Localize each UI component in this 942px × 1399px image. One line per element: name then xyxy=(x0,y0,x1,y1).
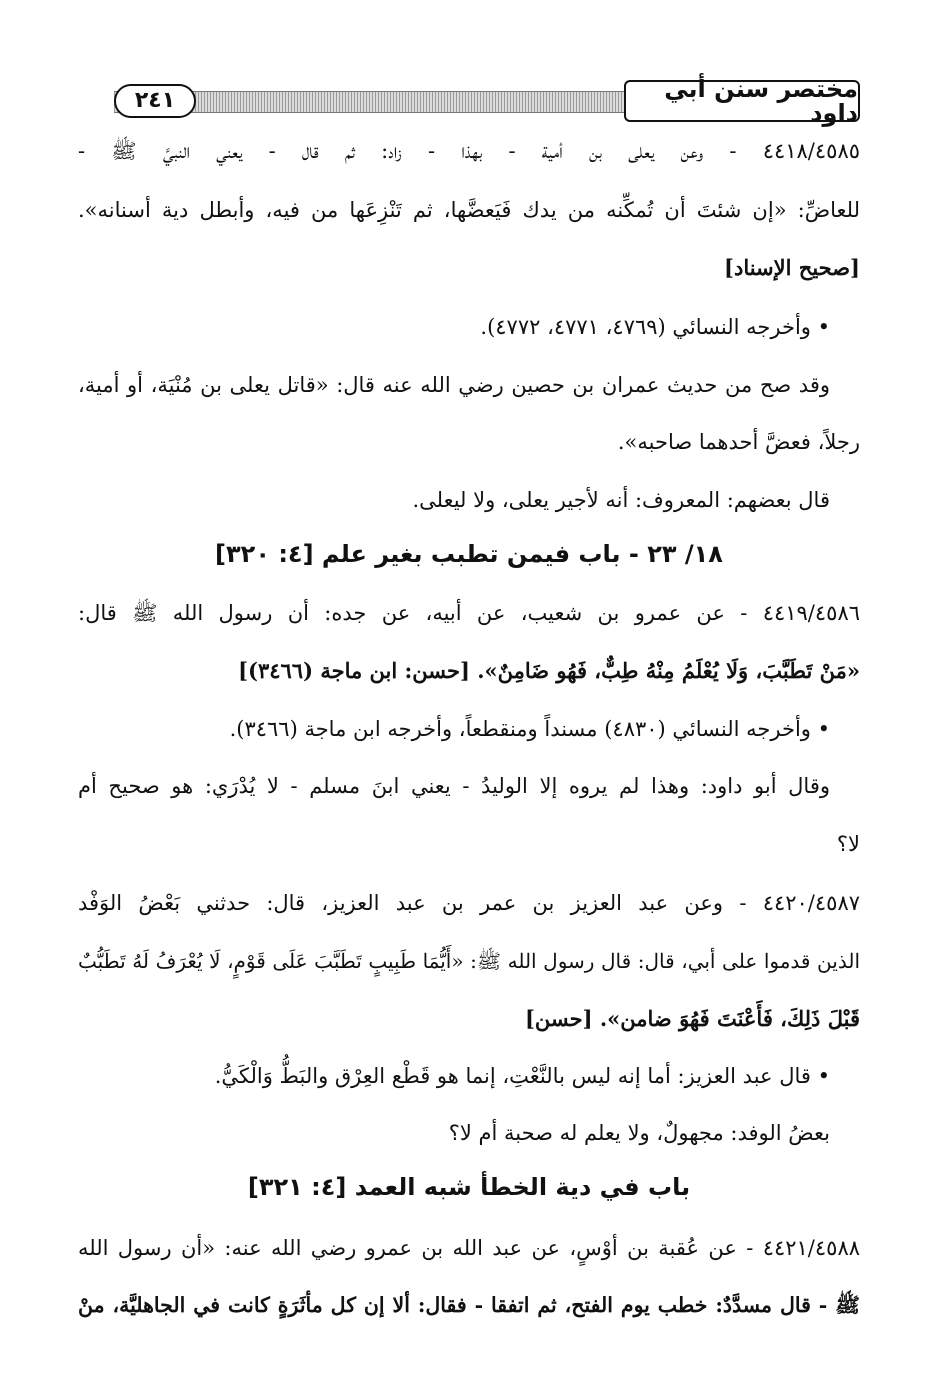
hadith-4585-line-2: للعاضِّ: «إن شئتَ أن تُمكِّنه من يدك فَيَعضَّها، ثم تَنْزِعَها من فيه، وأبطل دية أسنانه». xyxy=(78,198,860,222)
hadith-4587-line-1: ٤٤٢٠/٤٥٨٧ - وعن عبد العزيز بن عمر بن عبد العزيز، قال: حدثني بَعْضُ الوَفْد xyxy=(78,891,860,915)
takhrij-note-2: • وأخرجه النسائي (٤٨٣٠) مسنداً ومنقطعاً، وأخرجه ابن ماجة (٣٤٦٦). xyxy=(229,717,830,741)
hadith-4588-line-2: ﷺ - قال مسدَّدٌ: خطب يوم الفتح، ثم اتفقا - فقال: ألا إن كل مأثَرَةٍ كانت في الجاهليَّة، منْ xyxy=(78,1293,860,1317)
hadith-4587-line-3: قَبْلَ ذَلِكَ، فَأَعْنَتَ فَهُوَ ضامن». [حسن] xyxy=(524,1006,860,1031)
abu-dawud-note-line-1: وقال أبو داود: وهذا لم يروه إلا الوليدُ - يعني ابنَ مسلم - لا يُدْرَي: هو صحيح أم xyxy=(78,774,831,798)
commentary-line-2: رجلاً، فعضَّ أحدهما صاحبه». xyxy=(617,430,860,454)
commentary-line-3: قال بعضهم: المعروف: أنه لأجير يعلى، ولا ليعلى. xyxy=(412,488,830,512)
page-number: ٢٤١ xyxy=(134,88,176,113)
hadith-4587-line-2: الذين قدموا على أبي، قال: قال رسول الله ﷺ: «أَيُّمَا طَبِيبٍ تَطَبَّبَ عَلَى قَوْمٍ، لَا يُعْرَفُ لَهُ تَطَبُّبٌ xyxy=(78,949,860,973)
hadith-4588-line-1: ٤٤٢١/٤٥٨٨ - عن عُقبة بن أوْسٍ، عن عبد الله بن عمرو رضي الله عنه: «أن رسول الله xyxy=(78,1236,860,1260)
takhrij-note: • وأخرجه النسائي (٤٧٦٩، ٤٧٧١، ٤٧٧٢). xyxy=(480,315,830,339)
page-header xyxy=(78,75,860,127)
commentary-line-1: وقد صح من حديث عمران بن حصين رضي الله عنه قال: «قاتل يعلى بن مُنْيَة، أو أمية، xyxy=(78,373,830,397)
hadith-4585-line-1: ٤٤١٨/٤٥٨٥ - وعن يعلى بن أمية - بهذا - زاد: ثم قال - يعني النبيَّ ﷺ - xyxy=(78,139,860,163)
narrator-note: بعضُ الوفد: مجهولٌ، ولا يعلم له صحبة أم لا؟ xyxy=(448,1121,830,1145)
hadith-4586-line-1: ٤٤١٩/٤٥٨٦ - عن عمرو بن شعيب، عن أبيه، عن جده: أن رسول الله ﷺ قال: xyxy=(78,601,860,625)
abdulaziz-note: • قال عبد العزيز: أما إنه ليس بالنَّعْتِ، إنما هو قَطْع العِرْق والبَطُّ وَالْكَيُّ. xyxy=(214,1064,830,1088)
chapter-heading-1: ١٨/ ٢٣ - باب فيمن تطبب بغير علم [٤: ٣٢٠] xyxy=(215,540,723,568)
hadith-4586-line-2: «مَنْ تَطَبَّبَ، وَلَا يُعْلَمُ مِنْهُ طِبٌّ، فَهُو ضَامِنٌ». [حسن: ابن ماجة (٣٤٦٦)] xyxy=(238,658,860,683)
book-title-box xyxy=(624,75,860,127)
page-number-box xyxy=(114,84,196,118)
abu-dawud-note-line-2: لا؟ xyxy=(836,832,860,856)
grading-label: [صحيح الإسناد] xyxy=(724,255,860,280)
book-page xyxy=(78,75,860,1368)
header-ornament-band xyxy=(114,88,664,113)
chapter-heading-2: باب في دية الخطأ شبه العمد [٤: ٣٢١] xyxy=(247,1173,691,1201)
book-title: مختصر سنن أبي داود xyxy=(664,75,858,127)
